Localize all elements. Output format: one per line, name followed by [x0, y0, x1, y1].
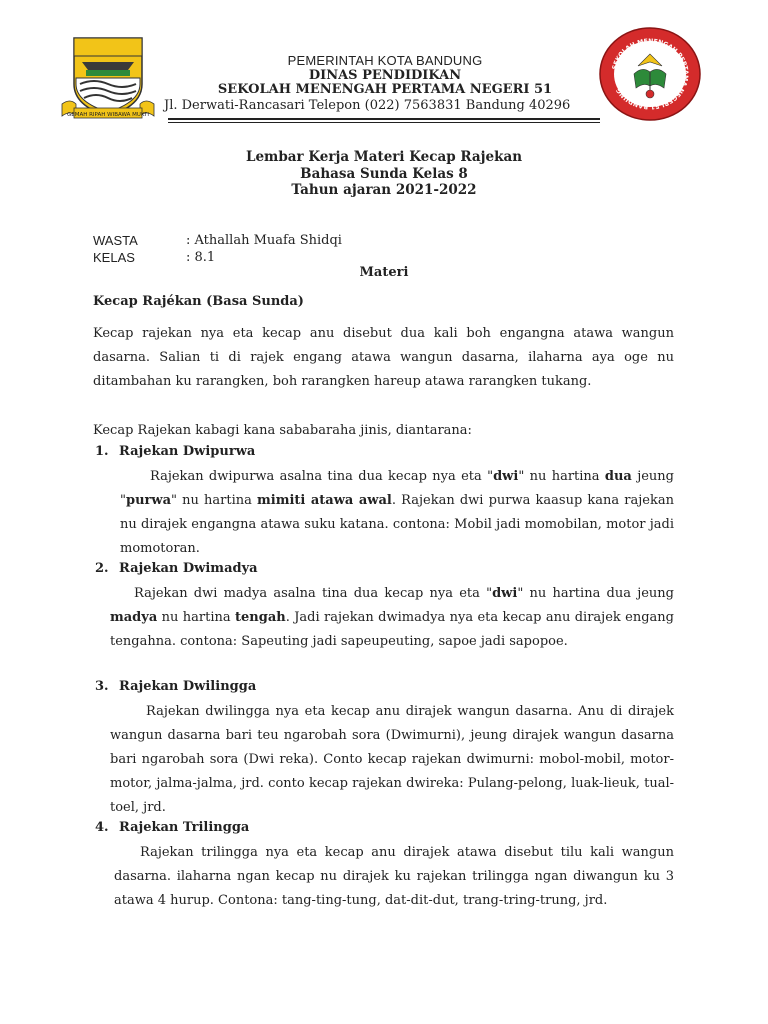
body-text: nu hartina: [157, 610, 235, 625]
letterhead-school: SEKOLAH MENENGAH PERTAMA NEGERI 51: [217, 82, 553, 97]
list-number: 1.: [95, 444, 109, 459]
letterhead-address: Jl. Derwati-Rancasari Telepon (022) 7563831 Bandung 40296: [164, 98, 571, 113]
class-value: : 8.1: [186, 250, 216, 265]
body-text: " nu hartina dua jeung: [517, 586, 674, 601]
letterhead-divider-thin: [168, 122, 600, 123]
list-item-title: [95, 820, 249, 835]
bold-term: madya: [110, 610, 158, 625]
bold-term: dwi: [493, 469, 519, 484]
list-item-title: [95, 679, 256, 694]
bold-term: dua: [604, 469, 632, 484]
body-text: Rajekan dwilingga nya eta kecap anu dirajek wangun dasarna. Anu di dirajek wangun dasarna bari teu ngarobah sora (Dwimurni), jeung dirajek wangun dasarna bari ngarobah sora (Dwi reka). Conto kecap rajekan dwimurni: mobol-mobil, motor-motor, jalma-jalma, jrd. conto kecap rajekan dwireka: Pulang-pelong, luak-lieuk, tual-toel, jrd.: [110, 704, 674, 815]
list-item-body: [110, 582, 674, 654]
body-text: jeung ": [120, 469, 674, 508]
list-item-body: [120, 465, 674, 561]
list-item-title: [95, 444, 255, 459]
bold-term: mimiti atawa awal: [257, 493, 392, 508]
list-item-title: [95, 561, 258, 576]
list-number: 2.: [95, 561, 109, 576]
letterhead-department: DINAS PENDIDIKAN: [308, 68, 462, 83]
bold-term: tengah: [235, 610, 286, 625]
list-number: 3.: [95, 679, 109, 694]
emblem-motto: GEMAH RIPAH WIBAWA MUKTI: [66, 112, 150, 118]
item-title-text: Rajekan Dwipurwa: [119, 444, 256, 459]
bandung-emblem-logo: [60, 32, 156, 124]
list-item-body: [114, 841, 674, 913]
name-label: WASTA: [93, 233, 138, 248]
bold-term: purwa: [125, 493, 171, 508]
item-title-text: Rajekan Dwimadya: [119, 561, 258, 576]
item-title-text: Rajekan Trilingga: [119, 820, 250, 835]
list-number: 4.: [95, 820, 109, 835]
letterhead-divider: [168, 118, 600, 120]
body-text: Rajekan trilingga nya eta kecap anu dirajek atawa disebut tilu kali wangun dasarna. ilaharna ngan kecap nu dirajek ku rajekan trilingga ngan diwangun ku 3 atawa 4 hurup. Contona: tang-ting-tung, dat-dit-dut, trang-tring-trung, jrd.: [114, 845, 674, 908]
body-text: . Rajekan dwi purwa kaasup kana rajekan nu dirajek engangna atawa suku katana. contona: Mobil jadi momobilan, motor jadi momotoran.: [120, 493, 674, 556]
types-intro: Kecap Rajekan kabagi kana sababaraha jinis, diantarana:: [93, 423, 472, 438]
section-title: Materi: [359, 265, 409, 280]
body-text: Rajekan dwi madya asalna tina dua kecap nya eta ": [134, 586, 493, 601]
worksheet-subject: Bahasa Sunda Kelas 8: [300, 166, 468, 182]
body-text: Rajekan dwipurwa asalna tina dua kecap nya eta ": [150, 469, 494, 484]
body-text: " nu hartina: [518, 469, 605, 484]
intro-paragraph: Kecap rajekan nya eta kecap anu disebut dua kali boh engangna atawa wangun dasarna. Salian ti di rajek engang atawa wangun dasarna, ilaharna aya oge nu ditambahan ku rarangken, boh rarangken hareup atawa rarangken tukang.: [93, 326, 674, 389]
letterhead-government: PEMERINTAH KOTA BANDUNG: [287, 53, 483, 68]
class-label: KELAS: [93, 250, 135, 265]
body-text: " nu hartina: [171, 493, 257, 508]
item-title-text: Rajekan Dwilingga: [119, 679, 257, 694]
worksheet-title: Lembar Kerja Materi Kecap Rajekan: [245, 149, 523, 165]
topic-heading: Kecap Rajékan (Basa Sunda): [93, 294, 304, 309]
body-text: . Jadi rajekan dwimadya nya eta kecap anu dirajek engang tengahna. contona: Sapeuting jadi sapeupeuting, sapoe jadi sapopoe.: [110, 610, 674, 649]
worksheet-year: Tahun ajaran 2021-2022: [291, 182, 477, 198]
bold-term: dwi: [492, 586, 518, 601]
emblem-ring-text: SEKOLAH MENENGAH PERTAMA NEGERI 51 BANDUNG: [611, 37, 690, 111]
name-value: : Athallah Muafa Shidqi: [186, 233, 342, 248]
list-item-body: [110, 700, 674, 820]
